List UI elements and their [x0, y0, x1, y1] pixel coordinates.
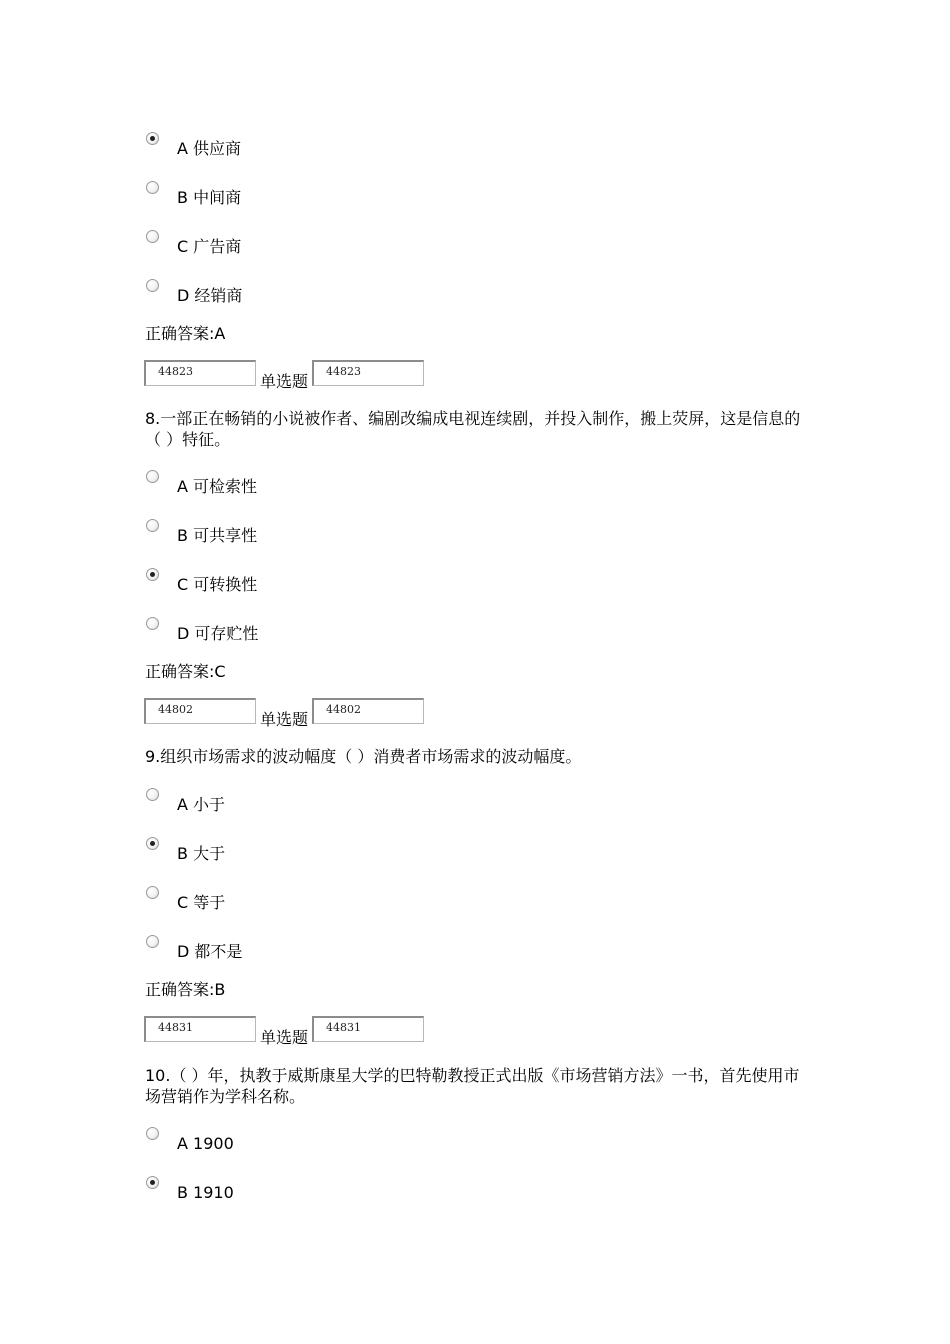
option-radio-7a[interactable] [146, 132, 159, 145]
option-label-8b: B 可共享性 [177, 526, 258, 545]
question-id-field-right[interactable]: 44802 [312, 698, 424, 724]
option-radio-10a[interactable] [146, 1127, 159, 1140]
radio-selected-dot [150, 1180, 155, 1185]
option-radio-8d[interactable] [146, 617, 159, 630]
radio-selected-dot [150, 572, 155, 577]
option-radio-9a[interactable] [146, 788, 159, 801]
question-id-field-left[interactable]: 44823 [144, 360, 256, 386]
question-text-8: 8.一部正在畅销的小说被作者、编剧改编成电视连续剧，并投入制作，搬上荧屏，这是信息的（ ）特征。 [145, 409, 801, 449]
question-text-10: 10.（ ）年，执教于威斯康星大学的巴特勒教授正式出版《市场营销方法》一书，首先使用市场营销作为学科名称。 [145, 1066, 800, 1106]
option-label-8a: A 可检索性 [177, 477, 258, 496]
option-radio-8c[interactable] [146, 568, 159, 581]
option-radio-10b[interactable] [146, 1176, 159, 1189]
option-label-8c: C 可转换性 [177, 575, 258, 594]
radio-selected-dot [150, 136, 155, 141]
correct-answer: 正确答案:C [145, 662, 226, 681]
question-id-field-right[interactable]: 44823 [312, 360, 424, 386]
option-radio-7b[interactable] [146, 181, 159, 194]
option-radio-9c[interactable] [146, 886, 159, 899]
correct-answer: 正确答案:A [145, 324, 226, 343]
option-label-7b: B 中间商 [177, 188, 242, 207]
option-radio-9b[interactable] [146, 837, 159, 850]
option-radio-7d[interactable] [146, 279, 159, 292]
question-type-label: 单选题 [260, 1028, 309, 1047]
question-id-field-left[interactable]: 44802 [144, 698, 256, 724]
option-label-9d: D 都不是 [177, 942, 243, 961]
option-radio-8a[interactable] [146, 470, 159, 483]
option-radio-9d[interactable] [146, 935, 159, 948]
option-label-9b: B 大于 [177, 844, 226, 863]
option-label-7a: A 供应商 [177, 139, 242, 158]
option-radio-8b[interactable] [146, 519, 159, 532]
question-id-field-right[interactable]: 44831 [312, 1016, 424, 1042]
option-label-9a: A 小于 [177, 795, 226, 814]
correct-answer: 正确答案:B [145, 980, 226, 999]
option-radio-7c[interactable] [146, 230, 159, 243]
option-label-7c: C 广告商 [177, 237, 242, 256]
option-label-8d: D 可存贮性 [177, 624, 259, 643]
option-label-9c: C 等于 [177, 893, 226, 912]
option-label-7d: D 经销商 [177, 286, 243, 305]
option-label-10b: B 1910 [177, 1183, 234, 1202]
question-text-9: 9.组织市场需求的波动幅度（ ）消费者市场需求的波动幅度。 [145, 747, 582, 766]
option-label-10a: A 1900 [177, 1134, 234, 1153]
radio-selected-dot [150, 841, 155, 846]
question-type-label: 单选题 [260, 710, 309, 729]
question-type-label: 单选题 [260, 372, 309, 391]
question-id-field-left[interactable]: 44831 [144, 1016, 256, 1042]
